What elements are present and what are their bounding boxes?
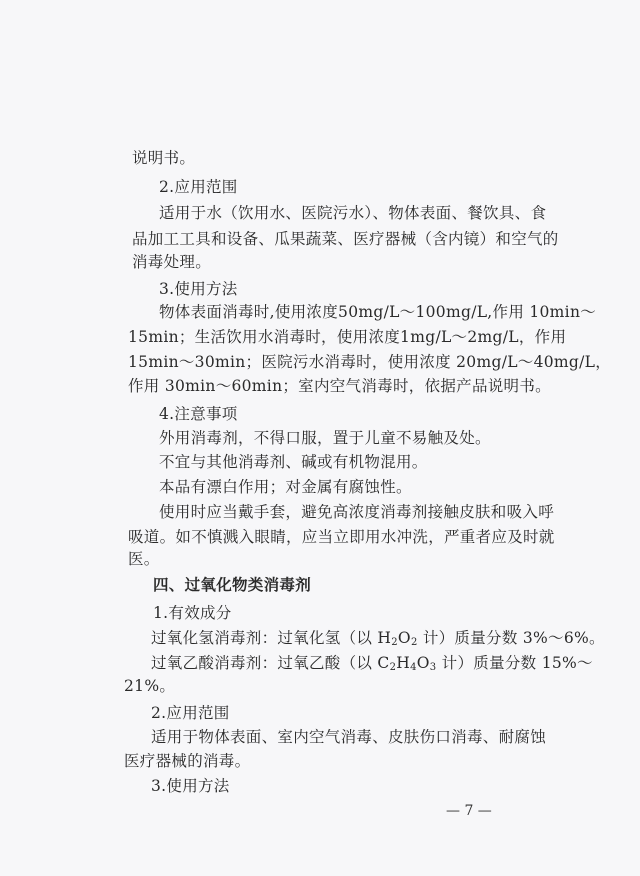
chapter-heading: 四、过氧化物类消毒剂 (153, 576, 312, 594)
text-line: 医疗器械的消毒。 (124, 752, 251, 770)
section-heading: 3.使用方法 (151, 777, 230, 795)
text-line: 吸道。如不慎溅入眼睛，应当立即用水冲洗，严重者应及时就 (128, 528, 555, 546)
page-number: — 7 — (446, 803, 492, 819)
text-line: 15min～30min；医院污水消毒时，使用浓度 20mg/L～40mg/L， (128, 353, 612, 371)
section-heading: 1.有效成分 (153, 604, 232, 622)
text-line: 15min；生活饮用水消毒时，使用浓度1mg/L～2mg/L，作用 (128, 328, 567, 346)
text-line: 外用消毒剂，不得口服，置于儿童不易触及处。 (159, 429, 491, 447)
text-line: 适用于物体表面、室内空气消毒、皮肤伤口消毒、耐腐蚀 (151, 728, 547, 746)
formula-line-hydrogen-peroxide: 过氧化氢消毒剂：过氧化氢（以 $H_2O_2$ 计）质量分数 3%～6%。 (151, 629, 605, 648)
text-line: 物体表面消毒时,使用浓度50mg/L～100mg/L,作用 10min～ (159, 303, 597, 321)
text-line: 不宜与其他消毒剂、碱或有机物混用。 (159, 453, 428, 471)
text-line: 适用于水（饮用水、医院污水）、物体表面、餐饮具、食 (159, 204, 547, 222)
text-line: 品加工工具和设备、瓜果蔬菜、医疗器械（含内镜）和空气的 (132, 230, 559, 248)
section-heading: 3.使用方法 (159, 280, 238, 298)
section-heading: 2.应用范围 (159, 178, 238, 196)
text-line: 说明书。 (132, 149, 196, 167)
text-line: 作用 30min～60min；室内空气消毒时，依据产品说明书。 (128, 377, 551, 395)
text-line: 消毒处理。 (132, 253, 212, 271)
formula-line-peracetic-acid: 过氧乙酸消毒剂：过氧乙酸（以 $C_2H_4O_3$ 计）质量分数 15%～ (151, 654, 593, 673)
text-line: 医。 (128, 550, 160, 568)
text-line: 21%。 (124, 677, 176, 695)
text-line: 本品有漂白作用；对金属有腐蚀性。 (159, 478, 412, 496)
section-heading: 2.应用范围 (151, 704, 230, 722)
text-line: 使用时应当戴手套，避免高浓度消毒剂接触皮肤和吸入呼 (159, 503, 555, 521)
section-heading: 4.注意事项 (159, 405, 238, 423)
